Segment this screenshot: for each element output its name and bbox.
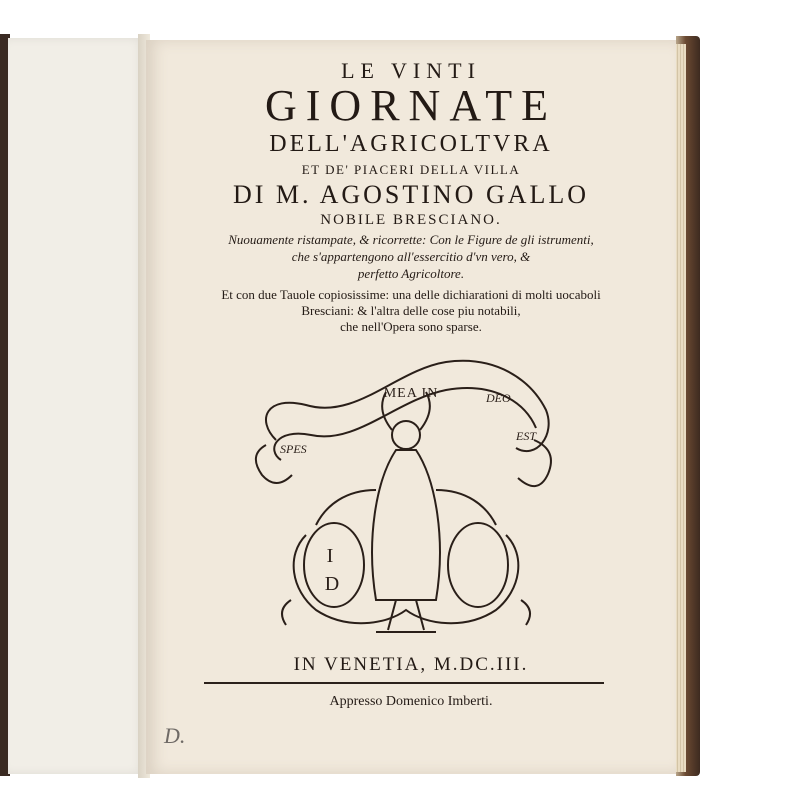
title-line-3: DELL'AGRICOLTVRA [269, 131, 553, 157]
edition-note-2: che s'appartengono all'essercitio d'vn vero, & [291, 249, 531, 264]
author-origin: NOBILE BRESCIANO. [320, 212, 502, 228]
index-note-2: Bresciani: & l'altra delle cose piu notabili, [301, 303, 521, 318]
banner-text-deo: DEO [486, 391, 511, 405]
title-line-4: ET DE' PIACERI DELLA VILLA [301, 162, 521, 177]
edition-note-3: perfetto Agricoltore. [357, 266, 465, 281]
title-main: GIORNATE [265, 81, 557, 130]
banner-text-spes: SPES [280, 442, 307, 456]
index-note-3: che nell'Opera sono sparse. [340, 319, 482, 334]
imprint-place-date: IN VENETIA, M.DC.III. [293, 654, 529, 675]
banner-text-est: EST [516, 429, 537, 443]
banner-text-mea-in: MEA IN [383, 386, 439, 401]
title-page [146, 40, 676, 774]
shield-initial-i: I [326, 545, 334, 567]
ink-annotation: D. [164, 723, 186, 748]
printer-device-woodcut [246, 340, 566, 640]
shield-initial-d: D [324, 573, 340, 595]
index-note-1: Et con due Tauole copiosissime: una delle dichiarationi di molti uocaboli [221, 287, 601, 302]
title-line-1: LE VINTI [341, 58, 481, 83]
printer-name: Appresso Domenico Imberti. [329, 694, 493, 709]
blank-flyleaf-page [8, 38, 146, 774]
author-line: DI M. AGOSTINO GALLO [232, 180, 590, 209]
horizontal-rule [204, 682, 604, 684]
edition-note-1: Nuouamente ristampate, & ricorrette: Con le Figure de gli istrumenti, [228, 232, 594, 247]
